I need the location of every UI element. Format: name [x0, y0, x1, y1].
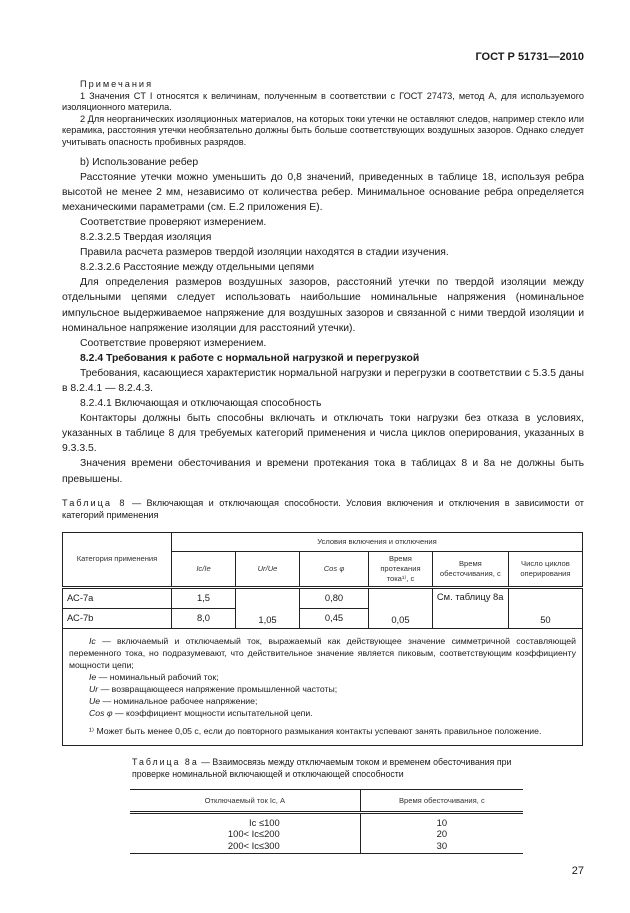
cell-time: 0,05	[369, 587, 433, 628]
legend-text: — включаемый и отключаемый ток, выражаемый как действующее значение симметричной составляющей переменного тока, но подразумевают, что действительное значение является пиковым, соответствующим коэффициенту мощности цепи;	[69, 635, 576, 670]
cell-time: 20	[436, 828, 448, 840]
legend-symbol: Ic	[89, 635, 96, 646]
legend-symbol: Ue	[89, 695, 101, 706]
page-number: 27	[571, 865, 584, 878]
table8a-caption	[132, 756, 532, 781]
paragraph: Соответствие проверяют измерением.	[80, 337, 267, 349]
legend-symbol: Ie	[89, 671, 97, 682]
caption-label: Таблица 8а	[132, 756, 199, 767]
table8-caption	[62, 497, 584, 522]
caption-text: — Включающая и отключающая способности. Условия включения и отключения в зависимости от категорий применения	[62, 497, 584, 521]
legend-symbol: Cos φ	[89, 707, 113, 718]
header-cycles: Число циклов оперирования	[508, 551, 582, 587]
notes-title: Примечания	[80, 79, 154, 89]
cell-deenergize: См. таблицу 8а	[432, 587, 508, 628]
table8-legend	[63, 628, 583, 745]
cell-current: Ic ≤100	[130, 812, 360, 828]
cell-cos: 0,80	[300, 587, 369, 608]
note-2: 2 Для неорганических изоляционных материалов, на которых токи утечки не оставляют следов, например стекло или керамика, расстояния утечки необязательно должны быть больше соответствующих воздушных зазоров. Однако следует учитывать опасность пробивных разрядов.	[62, 113, 585, 147]
legend-text: — номинальный рабочий ток;	[96, 671, 219, 682]
header-current-time: Время протекания тока¹⁾, с	[369, 551, 433, 587]
legend-item	[69, 683, 576, 695]
cell-ic: 8,0	[172, 608, 236, 628]
notes-block	[62, 79, 584, 149]
paragraph: Контакторы должны быть способны включать и отключать токи нагрузки без отказа в условиях, указанных в таблице 8 для требуемых категорий применения и числа циклов оперирования, указанных в 9.3.3.5.	[62, 413, 584, 455]
table-row	[130, 812, 523, 828]
table-8	[62, 532, 583, 746]
legend-item	[69, 635, 576, 671]
paragraph: Правила расчета размеров твердой изоляции находятся в стадии изучения.	[80, 247, 449, 259]
table-row	[130, 828, 523, 840]
legend-text: — коэффициент мощности испытательной цепи.	[112, 707, 313, 718]
caption-text: — Взаимосвязь между отключаемым током и временем обесточивания при проверке номинальной включающей и отключающей способности	[132, 756, 512, 780]
legend-item	[69, 695, 576, 707]
footnote: ¹⁾ Может быть менее 0,05 с, если до повторного размыкания контакты успевают занять правильное положение.	[89, 725, 542, 736]
header-text: Ur/Ue	[257, 563, 278, 573]
header-cos	[300, 551, 369, 587]
legend-item	[69, 671, 576, 683]
paragraph: Значения времени обесточивания и времени протекания тока в таблицах 8 и 8а не должны быть превышены.	[62, 458, 584, 485]
standard-header: ГОСТ Р 51731—2010	[475, 51, 584, 63]
header-deenergize-time: Время обесточивания, с	[432, 551, 508, 587]
body-text	[62, 155, 584, 487]
header-text: Ic/Ie	[196, 563, 211, 573]
legend-item	[69, 707, 576, 719]
paragraph: Соответствие проверяют измерением.	[80, 216, 267, 228]
caption-label: Таблица 8	[62, 497, 127, 508]
legend-text: — возвращающееся напряжение промышленной частоты;	[98, 683, 338, 694]
paragraph: Требования, касающиеся характеристик нормальной нагрузки и перегрузки в соответствии с 5.3.5 даны в 8.2.4.1 — 8.2.4.3.	[62, 367, 584, 394]
header-deenergize-time: Время обесточивания, с	[360, 789, 523, 812]
cell-cycles: 50	[508, 587, 582, 628]
header-ic-ie	[172, 551, 236, 587]
cell-category: АС-7а	[63, 587, 172, 608]
header-text: Cos φ	[323, 563, 345, 573]
table-8a	[130, 789, 523, 855]
paragraph: 8.2.3.2.5 Твердая изоляция	[80, 232, 212, 244]
section-heading: 8.2.4 Требования к работе с нормальной нагрузкой и перегрузкой	[80, 352, 420, 364]
cell-ur: 1,05	[236, 587, 300, 628]
paragraph: b) Использование ребер	[80, 156, 199, 168]
paragraph: Для определения размеров воздушных зазоров, расстояний утечки по твердой изоляции между отдельными цепями следует использовать наибольшие номинальные напряжения (номинальное импульсное выдерживаемое напряжение для воздушных зазоров и связанной с ними твердой изоляции и номинальное напряжение изоляции для расстояний утечки).	[62, 277, 584, 334]
cell-time: 30	[360, 840, 523, 854]
cell-ic: 1,5	[172, 587, 236, 608]
header-conditions: Условия включения и отключения	[172, 532, 583, 551]
paragraph: Расстояние утечки можно уменьшить до 0,8 значений, приведенных в таблице 18, используя ребра высотой не менее 2 мм, независимо от количества ребер. Минимальное основание ребра определяется механическими параметрами (см. Е.2 приложения Е).	[62, 171, 584, 213]
cell-current: 100< Ic≤200	[130, 828, 360, 840]
cell-cos: 0,45	[300, 608, 369, 628]
header-ur-ue	[236, 551, 300, 587]
header-current: Отключаемый ток Ic, А	[130, 789, 360, 812]
cell-time: 10	[436, 816, 448, 828]
header-category: Категория применения	[63, 532, 172, 587]
paragraph: 8.2.4.1 Включающая и отключающая способность	[80, 398, 322, 410]
paragraph: 8.2.3.2.6 Расстояние между отдельными цепями	[80, 262, 315, 274]
cell-category: АС-7b	[63, 608, 172, 628]
note-1: 1 Значения CT I относятся к величинам, полученным в соответствии с ГОСТ 27473, метод А, для используемого изоляционного материла.	[62, 90, 584, 113]
legend-text: — номинальное рабочее напряжение;	[100, 695, 258, 706]
cell-current: 200< Ic≤300	[130, 840, 360, 854]
table-row	[130, 840, 523, 854]
legend-symbol: Ur	[89, 683, 99, 694]
